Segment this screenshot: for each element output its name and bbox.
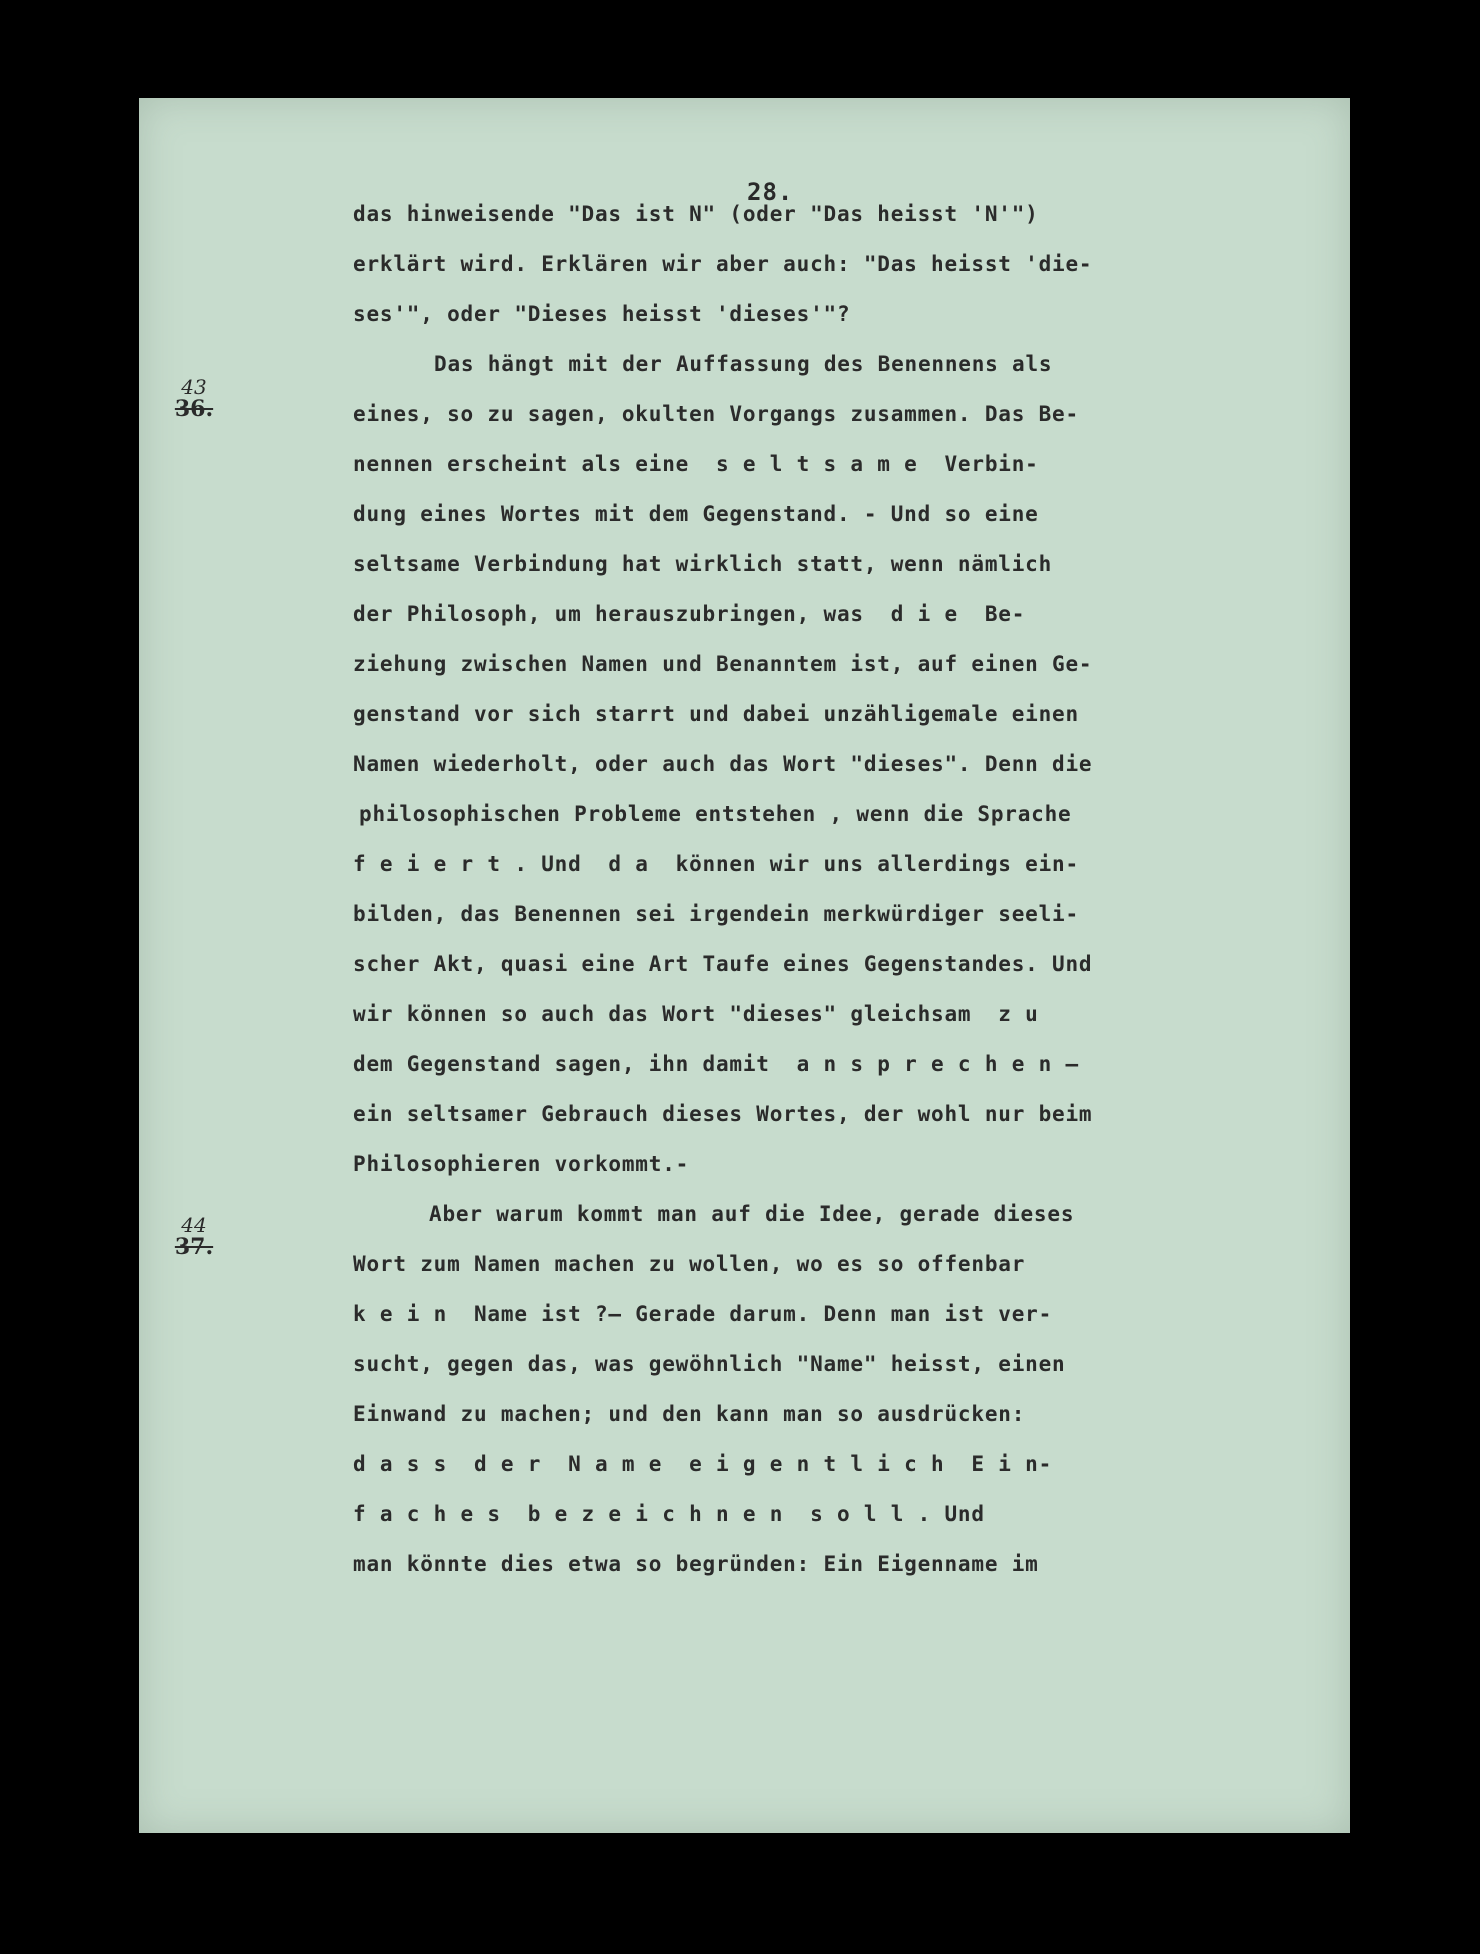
text-line: sucht, gegen das, was gewöhnlich "Name" heisst, einen <box>353 1352 1066 1376</box>
text-line: Das hängt mit der Auffassung des Benennens als <box>434 352 1053 376</box>
typed-text <box>139 98 1350 1833</box>
text-line: bilden, das Benennen sei irgendein merkwürdiger seeli- <box>353 902 1079 926</box>
text-line: genstand vor sich starrt und dabei unzähligemale einen <box>353 702 1079 726</box>
text-line: Philosophieren vorkommt.- <box>353 1152 690 1176</box>
text-line: wir können so auch das Wort "dieses" gleichsam z u <box>353 1002 1039 1026</box>
text-line: f e i e r t . Und d a können wir uns allerdings ein- <box>353 852 1079 876</box>
text-line: das hinweisende "Das ist N" (oder "Das heisst 'N'") <box>353 202 1039 226</box>
text-line: nennen erscheint als eine s e l t s a m e Verbin- <box>353 452 1039 476</box>
text-line: ses'", oder "Dieses heisst 'dieses'"? <box>353 302 851 326</box>
text-line: dung eines Wortes mit dem Gegenstand. - Und so eine <box>353 502 1039 526</box>
text-line: Aber warum kommt man auf die Idee, gerade dieses <box>429 1202 1075 1226</box>
text-line: Einwand zu machen; und den kann man so ausdrücken: <box>353 1402 1026 1426</box>
text-line: d a s s d e r N a m e e i g e n t l i c h E i n- <box>353 1452 1053 1476</box>
struck-number: 37. <box>174 1234 214 1260</box>
document-page <box>139 98 1350 1833</box>
text-line: dem Gegenstand sagen, ihn damit a n s p r e c h e n — <box>353 1052 1079 1076</box>
handwritten-number: 43 <box>181 375 207 399</box>
text-line: philosophischen Probleme entstehen , wenn die Sprache <box>359 802 1072 826</box>
text-line: k e i n Name ist ?— Gerade darum. Denn man ist ver- <box>353 1302 1053 1326</box>
text-line: ziehung zwischen Namen und Benanntem ist, auf einen Ge- <box>353 652 1093 676</box>
text-line: der Philosoph, um herauszubringen, was d i e Be- <box>353 602 1026 626</box>
text-line: erklärt wird. Erklären wir aber auch: "Das heisst 'die- <box>353 252 1093 276</box>
handwritten-number: 44 <box>181 1213 207 1237</box>
text-line: man könnte dies etwa so begründen: Ein Eigenname im <box>353 1552 1039 1576</box>
text-line: eines, so zu sagen, okulten Vorgangs zusammen. Das Be- <box>353 402 1079 426</box>
page-number: 28. <box>747 178 794 206</box>
text-line: Namen wiederholt, oder auch das Wort "dieses". Denn die <box>353 752 1093 776</box>
text-line: scher Akt, quasi eine Art Taufe eines Gegenstandes. Und <box>353 952 1093 976</box>
struck-number: 36. <box>174 396 214 422</box>
text-line: seltsame Verbindung hat wirklich statt, wenn nämlich <box>353 552 1053 576</box>
text-line: Wort zum Namen machen zu wollen, wo es so offenbar <box>353 1252 1026 1276</box>
text-line: ein seltsamer Gebrauch dieses Wortes, der wohl nur beim <box>353 1102 1093 1126</box>
text-line: f a c h e s b e z e i c h n e n s o l l . Und <box>353 1502 985 1526</box>
